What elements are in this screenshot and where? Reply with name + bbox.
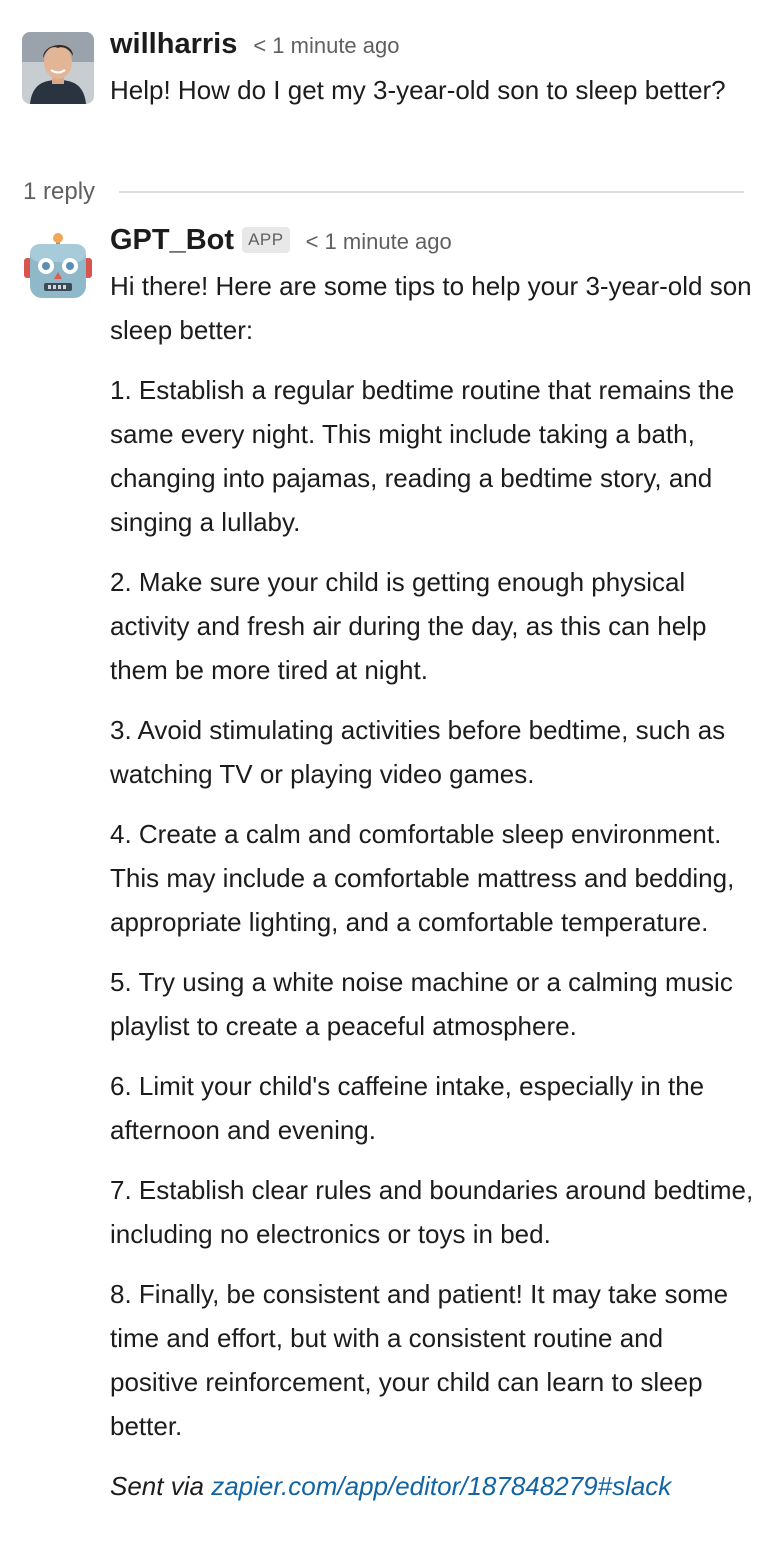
tip-item: 2. Make sure your child is getting enough physical activity and fresh air during the day, as this can help them be more tired at night. (110, 567, 707, 685)
tip-item: 3. Avoid stimulating activities before bedtime, such as watching TV or playing video games. (110, 715, 726, 789)
timestamp[interactable]: < 1 minute ago (253, 33, 400, 58)
tip-item: 4. Create a calm and comfortable sleep environment. This may include a comfortable mattress and bedding, appropriate lighting, and a comfortable temperature. (110, 819, 735, 937)
tip-item: 6. Limit your child's caffeine intake, especially in the afternoon and evening. (110, 1071, 705, 1145)
message-header (110, 28, 780, 68)
message-text: Help! How do I get my 3-year-old son to sleep better? (110, 75, 726, 105)
tip-item: 7. Establish clear rules and boundaries around bedtime, including no electronics or toys in bed. (110, 1175, 754, 1249)
bot-reply-message (0, 224, 780, 1508)
tips-list (110, 368, 755, 1448)
robot-face-icon (22, 228, 94, 300)
sent-via-footer (110, 1464, 780, 1508)
user-avatar[interactable] (22, 32, 94, 104)
divider-line (119, 191, 744, 193)
bot-avatar[interactable] (22, 228, 94, 300)
original-message (0, 0, 780, 112)
tip-item: 1. Establish a regular bedtime routine that remains the same every night. This might include taking a bath, changing into pajamas, reading a bedtime story, and singing a lullaby. (110, 375, 735, 537)
tip-item: 5. Try using a white noise machine or a calming music playlist to create a peaceful atmosphere. (110, 967, 733, 1041)
zapier-link[interactable]: zapier.com/app/editor/187848279#slack (211, 1471, 672, 1501)
reply-count[interactable]: 1 reply (23, 178, 96, 205)
sender-name[interactable]: GPT_Bot (110, 224, 235, 256)
tip-item: 8. Finally, be consistent and patient! It may take some time and effort, but with a consistent routine and positive reinforcement, your child can learn to sleep better. (110, 1279, 729, 1441)
app-badge: APP (242, 227, 290, 253)
footer-prefix: Sent via (110, 1471, 204, 1501)
reply-divider (23, 172, 744, 212)
sender-name[interactable]: willharris (110, 28, 238, 60)
reply-header (110, 224, 780, 264)
user-photo-avatar (22, 32, 94, 104)
reply-intro: Hi there! Here are some tips to help your 3-year-old son sleep better: (110, 271, 752, 345)
timestamp[interactable]: < 1 minute ago (305, 229, 452, 254)
